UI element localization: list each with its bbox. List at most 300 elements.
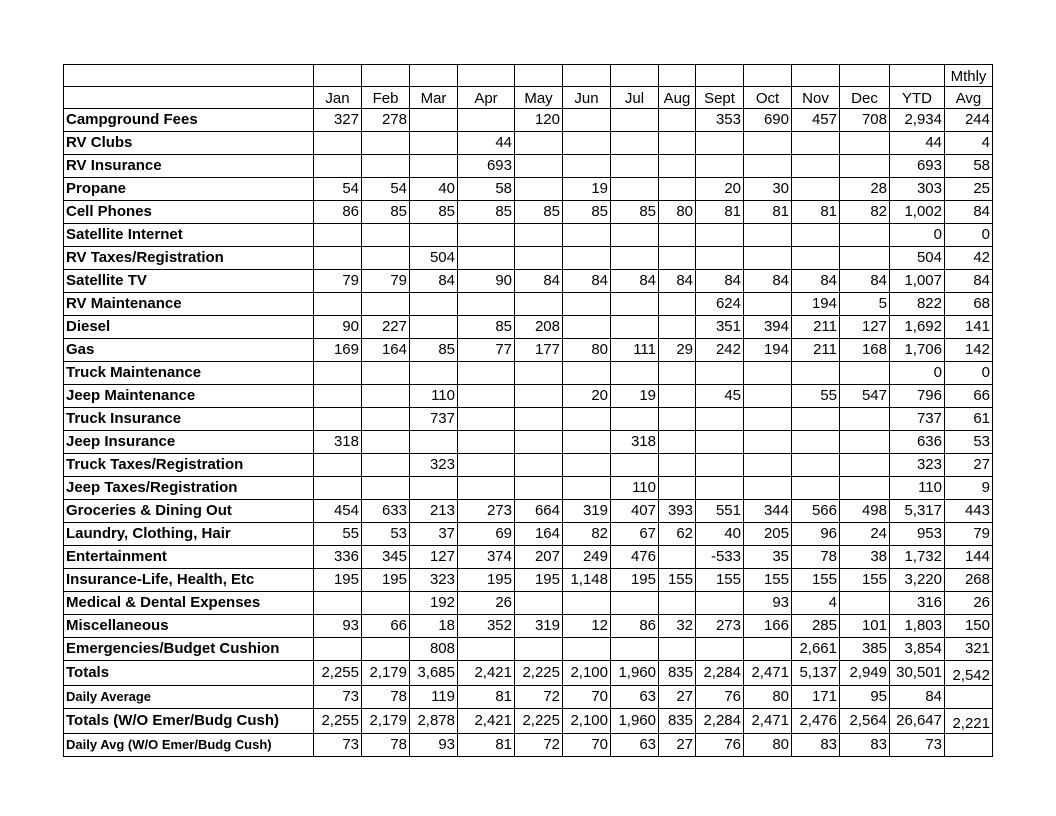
value-cell: 86 xyxy=(611,615,659,638)
value-cell: 323 xyxy=(410,454,458,477)
value-cell: 70 xyxy=(563,686,611,709)
value-cell xyxy=(659,408,696,431)
value-cell: 1,960 xyxy=(611,661,659,686)
row-label: Miscellaneous xyxy=(64,615,314,638)
value-cell: 32 xyxy=(659,615,696,638)
value-cell xyxy=(744,477,792,500)
value-cell: 85 xyxy=(563,201,611,224)
header-row-1 xyxy=(64,65,993,87)
value-cell xyxy=(659,546,696,569)
value-cell xyxy=(515,362,563,385)
value-cell: 66 xyxy=(362,615,410,638)
value-cell xyxy=(744,431,792,454)
value-cell: 127 xyxy=(410,546,458,569)
value-cell: 208 xyxy=(515,316,563,339)
value-cell xyxy=(744,155,792,178)
ytd-cell: 504 xyxy=(890,247,945,270)
monthly-avg-cell: 58 xyxy=(945,155,993,178)
daily-average-without-emergency-row xyxy=(64,734,993,757)
value-cell: 85 xyxy=(611,201,659,224)
value-cell xyxy=(611,638,659,661)
value-cell xyxy=(840,224,890,247)
value-cell: 79 xyxy=(314,270,362,293)
value-cell xyxy=(840,155,890,178)
value-cell: 83 xyxy=(840,734,890,757)
value-cell xyxy=(792,132,840,155)
row-label: Truck Insurance xyxy=(64,408,314,431)
value-cell: 85 xyxy=(362,201,410,224)
value-cell xyxy=(696,592,744,615)
value-cell: 93 xyxy=(314,615,362,638)
value-cell xyxy=(458,109,515,132)
monthly-avg-cell: 26 xyxy=(945,592,993,615)
ytd-cell: 1,732 xyxy=(890,546,945,569)
row-label: Totals xyxy=(64,661,314,686)
ytd-cell: 2,934 xyxy=(890,109,945,132)
value-cell: 38 xyxy=(840,546,890,569)
value-cell: 737 xyxy=(410,408,458,431)
value-cell: 80 xyxy=(563,339,611,362)
value-cell: 30 xyxy=(744,178,792,201)
value-cell: 78 xyxy=(362,734,410,757)
table-row xyxy=(64,132,993,155)
value-cell: 18 xyxy=(410,615,458,638)
table-row xyxy=(64,362,993,385)
value-cell: 664 xyxy=(515,500,563,523)
value-cell: 84 xyxy=(659,270,696,293)
value-cell: 86 xyxy=(314,201,362,224)
value-cell: 5 xyxy=(840,293,890,316)
value-cell xyxy=(515,224,563,247)
value-cell: 323 xyxy=(410,569,458,592)
value-cell xyxy=(611,109,659,132)
month-header: Sept xyxy=(696,87,744,109)
value-cell xyxy=(659,293,696,316)
row-label: Propane xyxy=(64,178,314,201)
value-cell: 2,179 xyxy=(362,709,410,734)
value-cell: 53 xyxy=(362,523,410,546)
value-cell: 90 xyxy=(458,270,515,293)
monthly-avg-cell: 84 xyxy=(945,270,993,293)
value-cell: 37 xyxy=(410,523,458,546)
row-label: Truck Taxes/Registration xyxy=(64,454,314,477)
value-cell xyxy=(314,224,362,247)
table-row xyxy=(64,155,993,178)
value-cell xyxy=(792,224,840,247)
value-cell: 352 xyxy=(458,615,515,638)
value-cell xyxy=(696,155,744,178)
value-cell: 2,476 xyxy=(792,709,840,734)
value-cell: 76 xyxy=(696,734,744,757)
value-cell xyxy=(314,362,362,385)
value-cell xyxy=(515,132,563,155)
table-row xyxy=(64,523,993,546)
value-cell: 498 xyxy=(840,500,890,523)
value-cell: 2,878 xyxy=(410,709,458,734)
value-cell: 82 xyxy=(840,201,890,224)
value-cell: 566 xyxy=(792,500,840,523)
table-row xyxy=(64,500,993,523)
ytd-cell: 5,317 xyxy=(890,500,945,523)
monthly-avg-cell: 142 xyxy=(945,339,993,362)
value-cell: 62 xyxy=(659,523,696,546)
value-cell: 70 xyxy=(563,734,611,757)
value-cell xyxy=(659,431,696,454)
value-cell xyxy=(515,247,563,270)
value-cell: 155 xyxy=(840,569,890,592)
row-label: Truck Maintenance xyxy=(64,362,314,385)
value-cell xyxy=(362,132,410,155)
value-cell: 127 xyxy=(840,316,890,339)
value-cell xyxy=(611,454,659,477)
value-cell xyxy=(314,132,362,155)
value-cell xyxy=(611,155,659,178)
value-cell xyxy=(314,454,362,477)
value-cell: 81 xyxy=(744,201,792,224)
value-cell xyxy=(659,477,696,500)
value-cell: 84 xyxy=(744,270,792,293)
value-cell: -533 xyxy=(696,546,744,569)
value-cell xyxy=(563,247,611,270)
table-row xyxy=(64,431,993,454)
value-cell: 547 xyxy=(840,385,890,408)
value-cell: 2,225 xyxy=(515,709,563,734)
value-cell: 69 xyxy=(458,523,515,546)
value-cell: 2,471 xyxy=(744,709,792,734)
value-cell: 273 xyxy=(458,500,515,523)
value-cell: 24 xyxy=(840,523,890,546)
row-label: Emergencies/Budget Cushion xyxy=(64,638,314,661)
value-cell xyxy=(410,224,458,247)
monthly-avg-cell: 25 xyxy=(945,178,993,201)
value-cell: 624 xyxy=(696,293,744,316)
value-cell: 44 xyxy=(458,132,515,155)
value-cell: 319 xyxy=(563,500,611,523)
value-cell xyxy=(659,362,696,385)
value-cell: 28 xyxy=(840,178,890,201)
ytd-cell: 26,647 xyxy=(890,709,945,734)
value-cell xyxy=(840,408,890,431)
month-header: Apr xyxy=(458,87,515,109)
value-cell xyxy=(410,132,458,155)
value-cell xyxy=(611,362,659,385)
value-cell xyxy=(792,454,840,477)
value-cell xyxy=(696,224,744,247)
value-cell: 2,255 xyxy=(314,661,362,686)
value-cell: 336 xyxy=(314,546,362,569)
value-cell: 835 xyxy=(659,709,696,734)
ytd-cell: 796 xyxy=(890,385,945,408)
table-row xyxy=(64,247,993,270)
value-cell: 2,421 xyxy=(458,661,515,686)
value-cell xyxy=(611,293,659,316)
value-cell: 5,137 xyxy=(792,661,840,686)
value-cell: 155 xyxy=(744,569,792,592)
value-cell: 110 xyxy=(611,477,659,500)
ytd-cell: 84 xyxy=(890,686,945,709)
value-cell xyxy=(458,477,515,500)
value-cell: 72 xyxy=(515,734,563,757)
table-row xyxy=(64,569,993,592)
value-cell: 35 xyxy=(744,546,792,569)
value-cell xyxy=(362,155,410,178)
month-header: Feb xyxy=(362,87,410,109)
value-cell xyxy=(744,293,792,316)
month-header: May xyxy=(515,87,563,109)
value-cell: 476 xyxy=(611,546,659,569)
value-cell: 155 xyxy=(659,569,696,592)
monthly-avg-cell: 144 xyxy=(945,546,993,569)
row-label: RV Maintenance xyxy=(64,293,314,316)
row-label: Jeep Taxes/Registration xyxy=(64,477,314,500)
table-row xyxy=(64,316,993,339)
value-cell: 81 xyxy=(458,734,515,757)
value-cell: 353 xyxy=(696,109,744,132)
value-cell: 85 xyxy=(410,339,458,362)
value-cell: 85 xyxy=(458,201,515,224)
value-cell: 374 xyxy=(458,546,515,569)
value-cell: 690 xyxy=(744,109,792,132)
value-cell xyxy=(744,454,792,477)
monthly-avg-cell: 150 xyxy=(945,615,993,638)
value-cell: 80 xyxy=(744,734,792,757)
monthly-avg-cell: 42 xyxy=(945,247,993,270)
value-cell: 319 xyxy=(515,615,563,638)
value-cell: 177 xyxy=(515,339,563,362)
value-cell: 4 xyxy=(792,592,840,615)
value-cell: 227 xyxy=(362,316,410,339)
value-cell xyxy=(563,362,611,385)
value-cell xyxy=(458,385,515,408)
value-cell xyxy=(515,385,563,408)
value-cell: 40 xyxy=(696,523,744,546)
value-cell xyxy=(744,132,792,155)
value-cell: 457 xyxy=(792,109,840,132)
value-cell xyxy=(362,431,410,454)
value-cell: 318 xyxy=(611,431,659,454)
value-cell: 345 xyxy=(362,546,410,569)
value-cell: 633 xyxy=(362,500,410,523)
value-cell: 85 xyxy=(410,201,458,224)
value-cell: 2,100 xyxy=(563,709,611,734)
totals-row xyxy=(64,661,993,686)
value-cell xyxy=(563,224,611,247)
value-cell xyxy=(696,247,744,270)
row-label: Entertainment xyxy=(64,546,314,569)
value-cell xyxy=(659,592,696,615)
mthly-header-line1: Mthly xyxy=(945,65,993,87)
value-cell: 327 xyxy=(314,109,362,132)
value-cell xyxy=(410,293,458,316)
ytd-cell: 323 xyxy=(890,454,945,477)
value-cell: 27 xyxy=(659,686,696,709)
value-cell: 40 xyxy=(410,178,458,201)
value-cell xyxy=(314,155,362,178)
value-cell xyxy=(515,431,563,454)
monthly-avg-cell: 0 xyxy=(945,362,993,385)
ytd-cell: 0 xyxy=(890,224,945,247)
value-cell: 101 xyxy=(840,615,890,638)
table-body xyxy=(64,65,993,757)
value-cell xyxy=(362,592,410,615)
monthly-avg-cell: 2,542 xyxy=(945,661,993,686)
value-cell xyxy=(410,477,458,500)
value-cell: 166 xyxy=(744,615,792,638)
ytd-cell: 110 xyxy=(890,477,945,500)
table-row xyxy=(64,477,993,500)
value-cell: 808 xyxy=(410,638,458,661)
value-cell xyxy=(696,132,744,155)
ytd-cell: 1,002 xyxy=(890,201,945,224)
value-cell xyxy=(696,362,744,385)
value-cell: 249 xyxy=(563,546,611,569)
ytd-cell: 316 xyxy=(890,592,945,615)
value-cell xyxy=(611,408,659,431)
value-cell: 20 xyxy=(696,178,744,201)
value-cell xyxy=(792,431,840,454)
row-label: Satellite Internet xyxy=(64,224,314,247)
value-cell: 29 xyxy=(659,339,696,362)
row-label: Medical & Dental Expenses xyxy=(64,592,314,615)
table-row xyxy=(64,385,993,408)
row-label: Groceries & Dining Out xyxy=(64,500,314,523)
table-row xyxy=(64,224,993,247)
value-cell: 72 xyxy=(515,686,563,709)
value-cell xyxy=(458,454,515,477)
ytd-cell: 737 xyxy=(890,408,945,431)
value-cell: 81 xyxy=(792,201,840,224)
monthly-avg-cell: 9 xyxy=(945,477,993,500)
value-cell: 1,960 xyxy=(611,709,659,734)
value-cell xyxy=(458,224,515,247)
value-cell xyxy=(410,431,458,454)
monthly-avg-cell: 244 xyxy=(945,109,993,132)
value-cell xyxy=(840,454,890,477)
ytd-cell: 636 xyxy=(890,431,945,454)
value-cell: 211 xyxy=(792,339,840,362)
monthly-avg-cell xyxy=(945,686,993,709)
value-cell: 3,685 xyxy=(410,661,458,686)
ytd-header: YTD xyxy=(890,87,945,109)
value-cell xyxy=(362,385,410,408)
value-cell: 55 xyxy=(792,385,840,408)
value-cell: 195 xyxy=(362,569,410,592)
value-cell: 83 xyxy=(792,734,840,757)
table-row xyxy=(64,178,993,201)
value-cell: 213 xyxy=(410,500,458,523)
value-cell xyxy=(744,224,792,247)
value-cell: 73 xyxy=(314,686,362,709)
monthly-avg-cell: 61 xyxy=(945,408,993,431)
value-cell xyxy=(840,592,890,615)
value-cell: 454 xyxy=(314,500,362,523)
value-cell xyxy=(410,316,458,339)
monthly-avg-cell: 84 xyxy=(945,201,993,224)
daily-average-row xyxy=(64,686,993,709)
value-cell xyxy=(611,224,659,247)
month-header: Mar xyxy=(410,87,458,109)
value-cell xyxy=(611,592,659,615)
ytd-cell: 1,803 xyxy=(890,615,945,638)
value-cell: 78 xyxy=(362,686,410,709)
value-cell: 26 xyxy=(458,592,515,615)
value-cell xyxy=(840,362,890,385)
value-cell xyxy=(314,592,362,615)
monthly-avg-cell: 53 xyxy=(945,431,993,454)
row-label: Jeep Maintenance xyxy=(64,385,314,408)
value-cell: 155 xyxy=(696,569,744,592)
ytd-cell: 0 xyxy=(890,362,945,385)
monthly-avg-cell: 4 xyxy=(945,132,993,155)
value-cell xyxy=(744,408,792,431)
month-header: Aug xyxy=(659,87,696,109)
value-cell: 63 xyxy=(611,686,659,709)
value-cell: 2,255 xyxy=(314,709,362,734)
value-cell: 84 xyxy=(563,270,611,293)
value-cell xyxy=(410,362,458,385)
value-cell xyxy=(458,431,515,454)
value-cell: 81 xyxy=(696,201,744,224)
value-cell xyxy=(611,247,659,270)
row-label: Cell Phones xyxy=(64,201,314,224)
value-cell: 385 xyxy=(840,638,890,661)
value-cell: 80 xyxy=(659,201,696,224)
value-cell xyxy=(659,638,696,661)
row-label: Satellite TV xyxy=(64,270,314,293)
ytd-cell: 822 xyxy=(890,293,945,316)
value-cell: 351 xyxy=(696,316,744,339)
value-cell xyxy=(458,293,515,316)
row-label: Daily Average xyxy=(64,686,314,709)
row-label: Insurance-Life, Health, Etc xyxy=(64,569,314,592)
value-cell: 169 xyxy=(314,339,362,362)
value-cell: 95 xyxy=(840,686,890,709)
value-cell xyxy=(362,638,410,661)
table-row xyxy=(64,408,993,431)
ytd-cell: 73 xyxy=(890,734,945,757)
monthly-avg-cell: 443 xyxy=(945,500,993,523)
monthly-avg-cell: 27 xyxy=(945,454,993,477)
value-cell: 195 xyxy=(515,569,563,592)
value-cell: 1,148 xyxy=(563,569,611,592)
value-cell: 2,421 xyxy=(458,709,515,734)
value-cell: 77 xyxy=(458,339,515,362)
value-cell xyxy=(563,431,611,454)
value-cell xyxy=(840,431,890,454)
value-cell xyxy=(840,247,890,270)
value-cell xyxy=(314,247,362,270)
table-row xyxy=(64,615,993,638)
value-cell: 205 xyxy=(744,523,792,546)
value-cell xyxy=(696,638,744,661)
value-cell: 394 xyxy=(744,316,792,339)
value-cell xyxy=(515,454,563,477)
value-cell: 2,284 xyxy=(696,661,744,686)
value-cell: 73 xyxy=(314,734,362,757)
value-cell: 192 xyxy=(410,592,458,615)
value-cell: 2,564 xyxy=(840,709,890,734)
value-cell xyxy=(659,385,696,408)
value-cell xyxy=(515,408,563,431)
table-row xyxy=(64,454,993,477)
value-cell: 278 xyxy=(362,109,410,132)
table-row xyxy=(64,592,993,615)
row-label: Totals (W/O Emer/Budg Cush) xyxy=(64,709,314,734)
value-cell: 393 xyxy=(659,500,696,523)
value-cell: 242 xyxy=(696,339,744,362)
value-cell: 54 xyxy=(314,178,362,201)
value-cell xyxy=(458,247,515,270)
